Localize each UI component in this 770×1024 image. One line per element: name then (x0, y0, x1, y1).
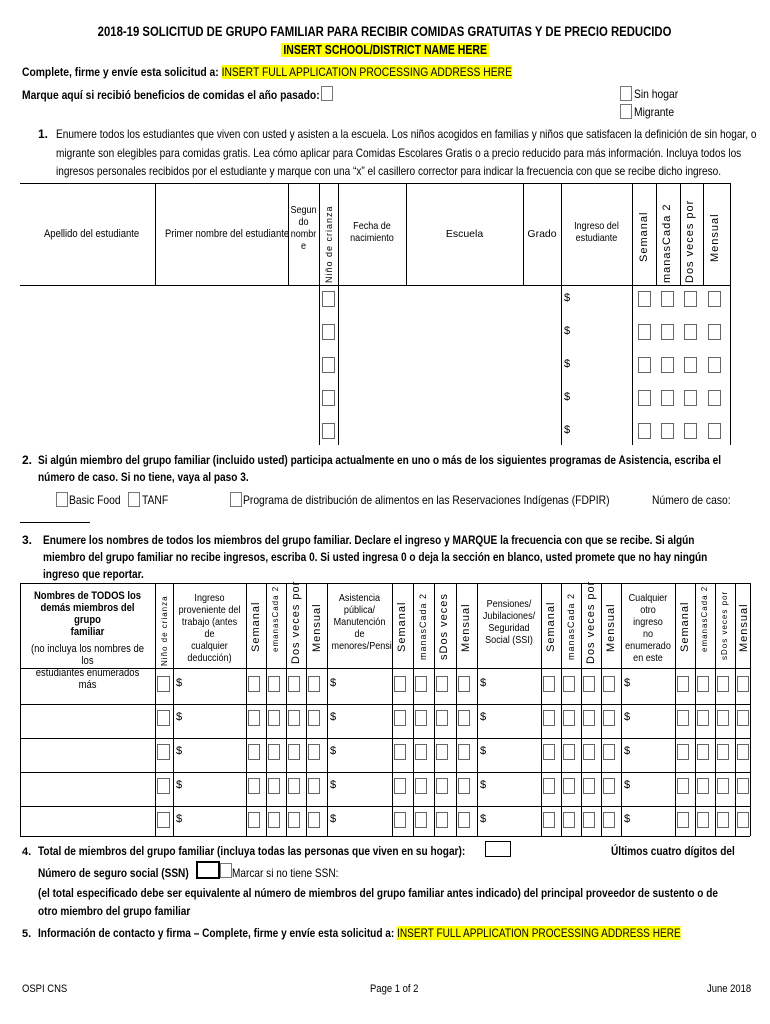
m-col-nino: Niño de crianza (160, 595, 169, 666)
m-col-mensual3: Mensual (605, 603, 617, 652)
member-freq-box-2-4[interactable] (458, 710, 470, 726)
member-dollar-pension: $ (480, 779, 487, 791)
member-freq-box-3-1[interactable] (543, 710, 555, 726)
member-dollar-assist: $ (330, 813, 337, 825)
migrante-checkbox[interactable] (620, 104, 632, 119)
member-dollar-assist: $ (330, 711, 337, 723)
m-col-mensual2: Mensual (460, 603, 472, 652)
col-asistencia: Asistencia pública/ Manutención de menores/Pensi (331, 592, 392, 652)
member-freq-box-2-1[interactable] (394, 676, 406, 692)
member-dollar-work: $ (176, 745, 183, 757)
fdpir-checkbox[interactable] (230, 492, 242, 507)
student-foster-checkbox[interactable] (322, 291, 335, 307)
step2-line2: número de caso. Si no tiene, vaya al paso 3. (38, 470, 249, 484)
row-divider (20, 738, 750, 739)
member-freq-box-2-3[interactable] (436, 812, 448, 828)
member-freq-box-2-3[interactable] (436, 744, 448, 760)
student-freq-box-1[interactable] (638, 357, 651, 373)
member-foster-checkbox[interactable] (157, 744, 170, 760)
member-dollar-pension: $ (480, 745, 487, 757)
member-freq-box-2-3[interactable] (436, 676, 448, 692)
student-freq-box-4[interactable] (708, 390, 721, 406)
member-freq-box-3-4[interactable] (603, 812, 615, 828)
student-freq-box-1[interactable] (638, 324, 651, 340)
m-col-semanal3: Semanal (545, 601, 557, 652)
member-freq-box-2-1[interactable] (394, 710, 406, 726)
student-freq-box-4[interactable] (708, 423, 721, 439)
member-freq-box-3-1[interactable] (543, 812, 555, 828)
member-freq-box-1-4[interactable] (308, 778, 320, 794)
total-members-label: Total de miembros del grupo familiar (incluya todas las personas que viven en su hogar): (38, 844, 466, 858)
member-freq-box-1-4[interactable] (308, 676, 320, 692)
student-freq-box-1[interactable] (638, 390, 651, 406)
student-freq-box-3[interactable] (684, 423, 697, 439)
member-freq-box-2-2[interactable] (415, 778, 427, 794)
member-freq-box-2-3[interactable] (436, 778, 448, 794)
member-freq-box-3-2[interactable] (563, 778, 575, 794)
no-ssn-label: Marcar si no tiene SSN: (232, 866, 339, 880)
member-dollar-other: $ (624, 677, 631, 689)
col-otro-ingreso: Cualquier otro ingreso no enumerado en este (625, 592, 671, 664)
member-freq-box-4-1[interactable] (677, 710, 689, 726)
student-freq-box-3[interactable] (684, 291, 697, 307)
case-number-line[interactable] (20, 522, 90, 523)
m-col-cada2d: emanasCada 2 (700, 585, 709, 652)
case-number-label: Número de caso: (652, 493, 731, 507)
school-name: INSERT SCHOOL/DISTRICT NAME HERE (0, 41, 770, 59)
col-nombres-note: (no incluya los nombres de los estudiantes enumerados más (30, 643, 145, 691)
tanf-checkbox[interactable] (128, 492, 140, 507)
ultimos-label: Últimos cuatro dígitos del (611, 844, 735, 858)
student-freq-box-3[interactable] (684, 324, 697, 340)
member-dollar-assist: $ (330, 745, 337, 757)
student-freq-box-1[interactable] (638, 423, 651, 439)
member-freq-box-4-3[interactable] (717, 812, 729, 828)
step4-note1: (el total especificado debe ser equivalente al número de miembros del grupo familiar antes indicado) del principal proveedor de sustento o de (38, 886, 719, 900)
m-col-mensual4: Mensual (738, 603, 750, 652)
student-dollar-sign: $ (564, 325, 571, 337)
col-fecha: Fecha de nacimiento (350, 220, 394, 244)
step1-number: 1. (38, 127, 49, 141)
student-freq-box-4[interactable] (708, 324, 721, 340)
member-dollar-pension: $ (480, 813, 487, 825)
member-freq-box-1-2[interactable] (268, 812, 280, 828)
basic-food-checkbox[interactable] (56, 492, 68, 507)
student-dollar-sign: $ (564, 358, 571, 370)
member-freq-box-1-1[interactable] (248, 812, 260, 828)
member-freq-box-4-2[interactable] (697, 710, 709, 726)
member-freq-box-4-4[interactable] (737, 812, 749, 828)
member-freq-box-4-1[interactable] (677, 812, 689, 828)
member-freq-box-3-3[interactable] (583, 812, 595, 828)
footer-right: June 2018 (707, 983, 752, 995)
member-dollar-other: $ (624, 779, 631, 791)
student-freq-box-2[interactable] (661, 390, 674, 406)
student-dollar-sign: $ (564, 391, 571, 403)
step3-line2: miembro del grupo familiar no recibe ingresos, escriba 0. Si usted ingresa 0 o deja la sección en blanco, usted promete que no hay ningún (43, 550, 708, 564)
member-dollar-other: $ (624, 813, 631, 825)
sin-hogar-label: Sin hogar (634, 87, 679, 101)
member-freq-box-3-3[interactable] (583, 676, 595, 692)
step2-line1: Si algún miembro del grupo familiar (incluido usted) participa actualmente en uno o más de los siguientes programas de Asistencia, escriba el (38, 453, 721, 467)
member-dollar-other: $ (624, 745, 631, 757)
student-freq-box-3[interactable] (684, 390, 697, 406)
member-freq-box-1-1[interactable] (248, 676, 260, 692)
member-freq-box-3-4[interactable] (603, 778, 615, 794)
total-members-input[interactable] (485, 841, 511, 857)
col-nino-crianza: Niño de crianza (324, 205, 334, 283)
member-freq-box-4-2[interactable] (697, 744, 709, 760)
member-freq-box-4-3[interactable] (717, 778, 729, 794)
col-semanal: Semanal (638, 211, 650, 262)
member-freq-box-4-1[interactable] (677, 744, 689, 760)
col-mensual: Mensual (709, 213, 721, 262)
ssn-input[interactable] (196, 861, 220, 879)
member-freq-box-1-4[interactable] (308, 744, 320, 760)
student-freq-box-2[interactable] (661, 324, 674, 340)
col-apellido: Apellido del estudiante (44, 228, 140, 240)
member-dollar-work: $ (176, 779, 183, 791)
member-freq-box-1-3[interactable] (288, 676, 300, 692)
m-col-dos4: sDos veces por (720, 590, 729, 660)
past-year-label: Marque aquí si recibió beneficios de comidas el año pasado: (22, 88, 320, 102)
member-freq-box-2-2[interactable] (415, 676, 427, 692)
m-col-semanal2: Semanal (396, 601, 408, 652)
member-freq-box-1-4[interactable] (308, 812, 320, 828)
student-freq-box-4[interactable] (708, 357, 721, 373)
step1-line1: Enumere todos los estudiantes que viven con usted y asisten a la escuela. Los niños acogidos en familias y niños que satisfacen la definición de sin hogar, o (56, 127, 757, 141)
student-freq-box-2[interactable] (661, 291, 674, 307)
member-freq-box-2-3[interactable] (436, 710, 448, 726)
member-dollar-assist: $ (330, 779, 337, 791)
student-freq-box-1[interactable] (638, 291, 651, 307)
student-dollar-sign: $ (564, 292, 571, 304)
member-freq-box-1-3[interactable] (288, 812, 300, 828)
step3-line1: Enumere los nombres de todos los miembros del grupo familiar. Declare el ingreso y MARQUE la frecuencia con que se recibe. Si algún (43, 533, 695, 547)
m-col-cada2b: manasCada 2 (418, 592, 428, 660)
col-dos-veces: Dos veces por (684, 199, 696, 283)
member-foster-checkbox[interactable] (157, 778, 170, 794)
member-freq-box-3-4[interactable] (603, 710, 615, 726)
member-freq-box-1-2[interactable] (268, 676, 280, 692)
member-freq-box-1-3[interactable] (288, 744, 300, 760)
member-freq-box-1-1[interactable] (248, 778, 260, 794)
member-freq-box-4-2[interactable] (697, 778, 709, 794)
member-freq-box-3-2[interactable] (563, 676, 575, 692)
sin-hogar-checkbox[interactable] (620, 86, 632, 101)
member-dollar-pension: $ (480, 711, 487, 723)
m-col-semanal4: Semanal (679, 601, 691, 652)
member-freq-box-2-2[interactable] (415, 744, 427, 760)
member-foster-checkbox[interactable] (157, 710, 170, 726)
member-dollar-work: $ (176, 677, 183, 689)
migrante-label: Migrante (634, 105, 675, 119)
step5-number: 5. (22, 928, 32, 940)
member-freq-box-1-2[interactable] (268, 778, 280, 794)
member-freq-box-2-4[interactable] (458, 778, 470, 794)
member-freq-box-3-2[interactable] (563, 744, 575, 760)
member-freq-box-3-2[interactable] (563, 812, 575, 828)
member-freq-box-4-2[interactable] (697, 676, 709, 692)
ssn-label: Número de seguro social (SSN) (38, 866, 189, 880)
m-col-dos2: sDos veces (438, 593, 450, 660)
step3-number: 3. (22, 533, 33, 547)
member-freq-box-2-2[interactable] (415, 812, 427, 828)
member-freq-box-2-4[interactable] (458, 812, 470, 828)
member-freq-box-4-2[interactable] (697, 812, 709, 828)
student-freq-box-4[interactable] (708, 291, 721, 307)
col-pensiones: Pensiones/ Jubilaciones/ Seguridad Social (SSI) (482, 598, 536, 646)
member-freq-box-3-3[interactable] (583, 744, 595, 760)
member-freq-box-3-3[interactable] (583, 710, 595, 726)
col-nombres-todos: Nombres de TODOS los demás miembros del grupo familiar (33, 590, 142, 638)
step5-address: INSERT FULL APPLICATION PROCESSING ADDRESS HERE (397, 926, 681, 940)
member-freq-box-1-1[interactable] (248, 744, 260, 760)
step2-number: 2. (22, 453, 33, 467)
tanf-label: TANF (142, 493, 169, 507)
processing-address: INSERT FULL APPLICATION PROCESSING ADDRESS HERE (221, 65, 512, 79)
step1-line3: ingresos personales recibidos por el estudiante y marque con una “x” el casillero corrector para indicar la frecuencia con que se recibe dicho ingreso. (56, 164, 722, 178)
member-dollar-other: $ (624, 711, 631, 723)
form-title: 2018-19 SOLICITUD DE GRUPO FAMILIAR PARA RECIBIR COMIDAS GRATUITAS Y DE PRECIO REDUCIDO (98, 24, 672, 39)
member-freq-box-1-3[interactable] (288, 710, 300, 726)
member-freq-box-3-4[interactable] (603, 676, 615, 692)
step4-number: 4. (22, 846, 32, 858)
student-freq-box-2[interactable] (661, 423, 674, 439)
complete-label: Complete, firme y envíe esta solicitud a: INSERT FULL APPLICATION PROCESSING ADDRESS HERE (22, 65, 512, 79)
member-freq-box-4-3[interactable] (717, 710, 729, 726)
col-ingreso-estudiante: Ingreso del estudiante (574, 220, 619, 244)
col-segundo-nombre: Segun do nombr e (290, 204, 317, 252)
row-divider (20, 704, 750, 705)
m-col-mensual: Mensual (311, 603, 323, 652)
student-foster-checkbox[interactable] (322, 423, 335, 439)
member-freq-box-2-1[interactable] (394, 744, 406, 760)
member-freq-box-2-1[interactable] (394, 778, 406, 794)
col-escuela: Escuela (445, 228, 484, 240)
member-freq-box-1-1[interactable] (248, 710, 260, 726)
member-freq-box-4-3[interactable] (717, 744, 729, 760)
member-dollar-assist: $ (330, 677, 337, 689)
student-freq-box-3[interactable] (684, 357, 697, 373)
member-freq-box-4-4[interactable] (737, 676, 749, 692)
member-freq-box-2-1[interactable] (394, 812, 406, 828)
member-dollar-work: $ (176, 711, 183, 723)
student-dollar-sign: $ (564, 424, 571, 436)
member-freq-box-1-2[interactable] (268, 744, 280, 760)
member-freq-box-4-1[interactable] (677, 676, 689, 692)
footer-center: Page 1 of 2 (370, 983, 419, 995)
member-freq-box-3-2[interactable] (563, 710, 575, 726)
no-ssn-checkbox[interactable] (220, 863, 232, 878)
step1-line2: migrante son elegibles para comidas gratis. Lea cómo aplicar para Comidas Escolares Gratis o a precio reducido para más información. Incluya todos los (56, 146, 742, 160)
m-col-dos3: Dos veces por (585, 580, 597, 664)
col-ingreso-trabajo: Ingreso proveniente del trabajo (antes de cualquier deducción) (178, 592, 241, 664)
col-primer-nombre: Primer nombre del estudiante (165, 228, 290, 240)
past-year-checkbox[interactable] (321, 86, 333, 101)
member-freq-box-3-1[interactable] (543, 778, 555, 794)
member-freq-box-3-1[interactable] (543, 676, 555, 692)
member-foster-checkbox[interactable] (157, 812, 170, 828)
footer-left: OSPI CNS (22, 983, 68, 995)
member-freq-box-2-4[interactable] (458, 676, 470, 692)
student-foster-checkbox[interactable] (322, 324, 335, 340)
member-dollar-work: $ (176, 813, 183, 825)
step4-note2: otro miembro del grupo familiar (38, 904, 191, 918)
member-freq-box-3-4[interactable] (603, 744, 615, 760)
member-freq-box-4-4[interactable] (737, 710, 749, 726)
student-foster-checkbox[interactable] (322, 357, 335, 373)
member-freq-box-4-4[interactable] (737, 778, 749, 794)
m-col-semanal: Semanal (250, 601, 262, 652)
col-cada2: manasCada 2 (661, 203, 673, 283)
member-freq-box-1-2[interactable] (268, 710, 280, 726)
member-freq-box-2-4[interactable] (458, 744, 470, 760)
member-freq-box-3-3[interactable] (583, 778, 595, 794)
step5-label: Información de contacto y firma – Complete, firme y envíe esta solicitud a: INSERT FULL APPLICATION PROCESSING ADDRESS HERE (38, 926, 681, 940)
m-col-cada2c: manasCada 2 (566, 592, 576, 660)
student-freq-box-2[interactable] (661, 357, 674, 373)
member-freq-box-2-2[interactable] (415, 710, 427, 726)
member-dollar-pension: $ (480, 677, 487, 689)
member-freq-box-4-4[interactable] (737, 744, 749, 760)
row-divider (20, 772, 750, 773)
col-grado: Grado (527, 228, 557, 240)
basic-food-label: Basic Food (69, 493, 121, 507)
row-divider (20, 806, 750, 807)
member-foster-checkbox[interactable] (157, 676, 170, 692)
m-col-cada2: emanasCada 2 (271, 585, 280, 652)
m-col-dos: Dos veces por (290, 580, 302, 664)
member-freq-box-1-4[interactable] (308, 710, 320, 726)
member-freq-box-4-3[interactable] (717, 676, 729, 692)
fdpir-label: Programa de distribución de alimentos en las Reservaciones Indígenas (FDPIR) (243, 493, 610, 507)
member-freq-box-4-1[interactable] (677, 778, 689, 794)
member-freq-box-1-3[interactable] (288, 778, 300, 794)
student-foster-checkbox[interactable] (322, 390, 335, 406)
member-freq-box-3-1[interactable] (543, 744, 555, 760)
step3-line3: ingreso que reportar. (43, 567, 144, 581)
